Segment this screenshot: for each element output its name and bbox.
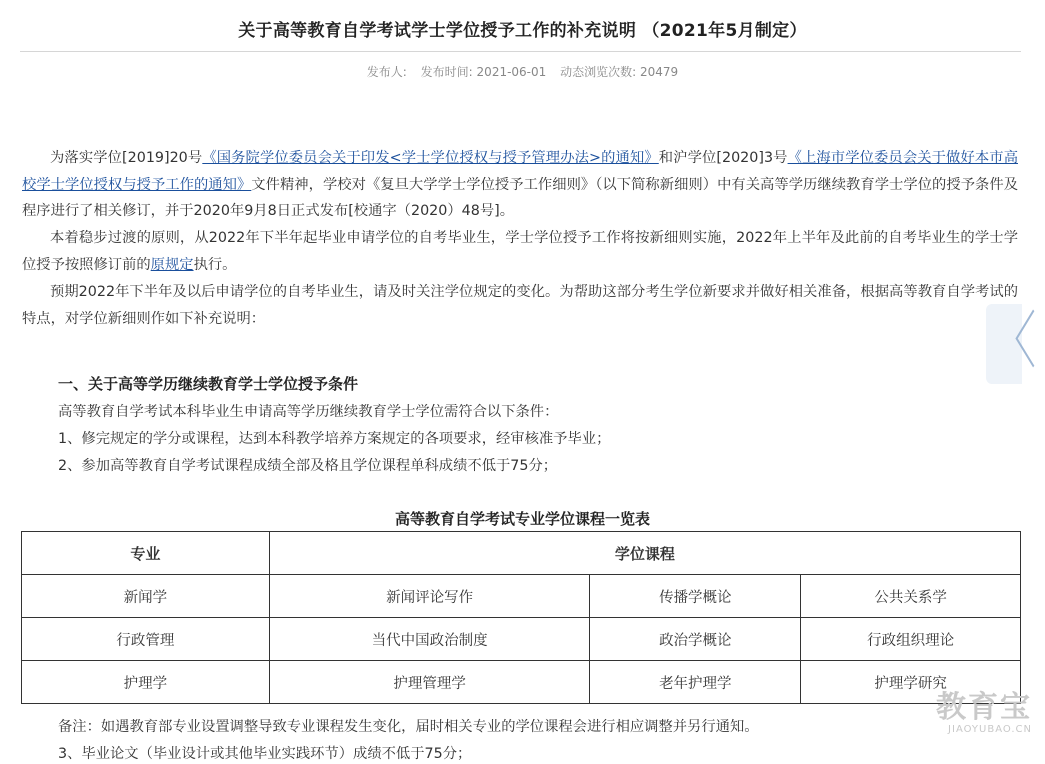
publish-date-label: 发布时间: 2021-06-01 [420,65,547,79]
table-cell: 当代中国政治制度 [269,618,590,661]
table-row [22,575,1021,618]
article-title: 关于高等教育自学考试学士学位授予工作的补充说明 （2021年5月制定） [238,21,807,41]
article-meta [0,63,1045,80]
title-divider [20,51,1021,52]
column-header-courses: 学位课程 [269,532,1020,575]
section-intro: 高等教育自学考试本科毕业生申请高等学历继续教育学士学位需符合以下条件： [58,404,559,420]
table-cell: 新闻学 [22,575,270,618]
table-header-row [22,532,1021,575]
table-cell: 老年护理学 [590,661,801,704]
table-cell: 公共关系学 [801,575,1021,618]
condition-item-1: 1、修完规定的学分或课程，达到本科教学培养方案规定的各项要求，经审核准予毕业； [58,431,611,447]
original-rules-link[interactable]: 原规定 [150,256,194,273]
table-cell: 护理学 [22,661,270,704]
chevron-left-icon: 〈 [992,305,1036,377]
table-cell: 护理管理学 [269,661,590,704]
view-count: 动态浏览次数: 20479 [560,65,679,79]
table-row [22,618,1021,661]
paragraph-1: 为落实学位[2019]20号《国务院学位委员会关于印发<学士学位授权与授予管理办法>的通知》和沪学位[2020]3号《上海市学位委员会关于做好本市高校学士学位授权与授予工作的通知》文件精神，学校对《复旦大学学士学位授予工作细则》（以下简称新细则）中有关高等学历继续教育学士学位的授予条件及程序进行了相关修订，并于2020年9月8日正式发布[校通字（2020）48号]。 [22,150,1018,219]
publisher-label: 发布人: [366,65,407,79]
column-header-major: 专业 [22,532,270,575]
table-cell: 政治学概论 [590,618,801,661]
degree-courses-table [21,531,1021,704]
table-cell: 行政管理 [22,618,270,661]
table-cell: 护理学研究 [801,661,1021,704]
table-caption: 高等教育自学考试专业学位课程一览表 [394,510,650,528]
table-cell: 行政组织理论 [801,618,1021,661]
table-cell: 传播学概论 [590,575,801,618]
watermark-logo: 教育宝 JIAOYUBAO.CN [936,690,1032,735]
table-row [22,661,1021,704]
paragraph-3: 预期2022年下半年及以后申请学位的自考毕业生，请及时关注学位规定的变化。为帮助这部分考生学位新要求并做好相关准备，根据高等教育自学考试的特点，对学位新细则作如下补充说明： [22,284,1018,327]
notice-link-2[interactable]: 《上海市学位委员会关于做好本市高校学士学位授权与授予工作的通知》 [22,150,1018,193]
section-heading: 一、关于高等学历继续教育学士学位授予条件 [58,375,359,393]
notice-link-1[interactable]: 《国务院学位委员会关于印发<学士学位授权与授予管理办法>的通知》 [202,150,659,166]
paragraph-2: 本着稳步过渡的原则，从2022年下半年起毕业申请学位的自考毕业生，学士学位授予工作将按新细则实施，2022年上半年及此前的自考毕业生的学士学位授予按照修订前的原规定执行。 [22,230,1018,273]
condition-item-2: 2、参加高等教育自学考试课程成绩全部及格且学位课程单科成绩不低于75分； [58,458,558,474]
table-note: 备注：如遇教育部专业设置调整导致专业课程发生变化，届时相关专业的学位课程会进行相应调整并另行通知。 [58,719,759,735]
condition-item-3: 3、毕业论文（毕业设计或其他毕业实践环节）成绩不低于75分； [58,746,472,762]
previous-page-tab[interactable] [986,304,1036,384]
table-cell: 新闻评论写作 [269,575,590,618]
